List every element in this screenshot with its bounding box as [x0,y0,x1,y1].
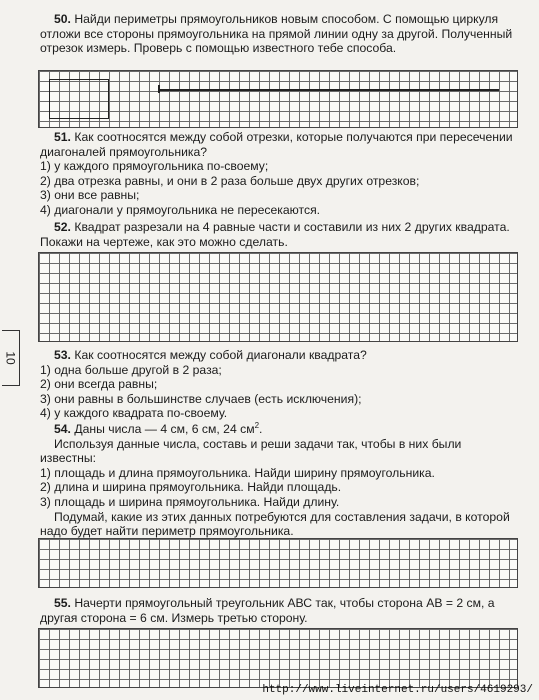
task-number: 54. [54,422,71,436]
task-50 [40,12,518,56]
task-text: Найди периметры прямоугольников новым способом. С помощью циркуля отложи все стороны прямоугольника на прямой линии одну за другой. Полученный отрезок измерь. Проверь с помощью известного тебе способа. [40,12,513,56]
answer-option: 4) у каждого квадрата по-своему. [40,406,228,421]
page-number-tab [2,330,20,386]
watermark-url: http://www.liveinternet.ru/users/4619293/ [262,684,533,696]
segment-line [159,89,499,91]
task-54 [40,422,518,539]
answer-option: 2) они всегда равны; [40,377,158,392]
task-number: 55. [54,596,71,610]
task-number: 53. [54,348,71,362]
answer-option: 1) площадь и длина прямоугольника. Найди ширину прямоугольника. [40,465,435,480]
task-number: 52. [54,220,71,234]
segment-tick [158,85,160,93]
task-text: Используя данные числа, составь и реши задачи так, чтобы в них были известны: [40,436,462,466]
answer-option: 2) длина и ширина прямоугольника. Найди площадь. [40,480,342,495]
task-intro-end: . [259,422,263,436]
task-number: 50. [54,12,71,26]
answer-option: 1) одна больше другой в 2 раза; [40,362,222,377]
grid-task-55 [38,628,518,688]
answer-option: 4) диагонали у прямоугольника не пересекаются. [40,202,321,217]
task-text: Начерти прямоугольный треугольник АВС так, чтобы сторона АВ = 2 см, а другая сторона = 6 см. Измерь третью сторону. [40,596,495,625]
task-text: Квадрат разрезали на 4 равные части и составили из них 2 других квадрата. Покажи на чертеже, как это можно сделать. [40,220,510,249]
task-55 [40,596,518,625]
grid-task-52 [38,252,518,342]
answer-option: 3) они равны в большинстве случаев (есть исключения); [40,391,362,406]
grid-task-50 [38,70,518,128]
task-followup: Подумай, какие из этих данных потребуются для составления задачи, в которой надо будет найти периметр прямоугольника. [40,509,510,539]
task-52 [40,220,518,249]
task-question: Как соотносятся между собой отрезки, которые получаются при пересечении диагоналей прямоугольника? [40,130,513,159]
task-number: 51. [54,130,71,144]
superscript: 2 [254,420,260,430]
task-51 [40,130,518,218]
rectangle-drawing [49,79,109,119]
task-intro: Даны числа — 4 см, 6 см, 24 см [74,422,255,436]
task-53 [40,348,518,421]
grid-task-54 [38,538,518,588]
answer-option: 3) площадь и ширина прямоугольника. Найди длину. [40,494,340,509]
answer-option: 1) у каждого прямоугольника по-своему; [40,159,269,174]
page-number: 10 [3,351,18,365]
answer-option: 2) два отрезка равны, и они в 2 раза больше двух других отрезков; [40,173,420,188]
task-question: Как соотносятся между собой диагонали квадрата? [74,348,367,362]
answer-option: 3) они все равны; [40,188,140,203]
